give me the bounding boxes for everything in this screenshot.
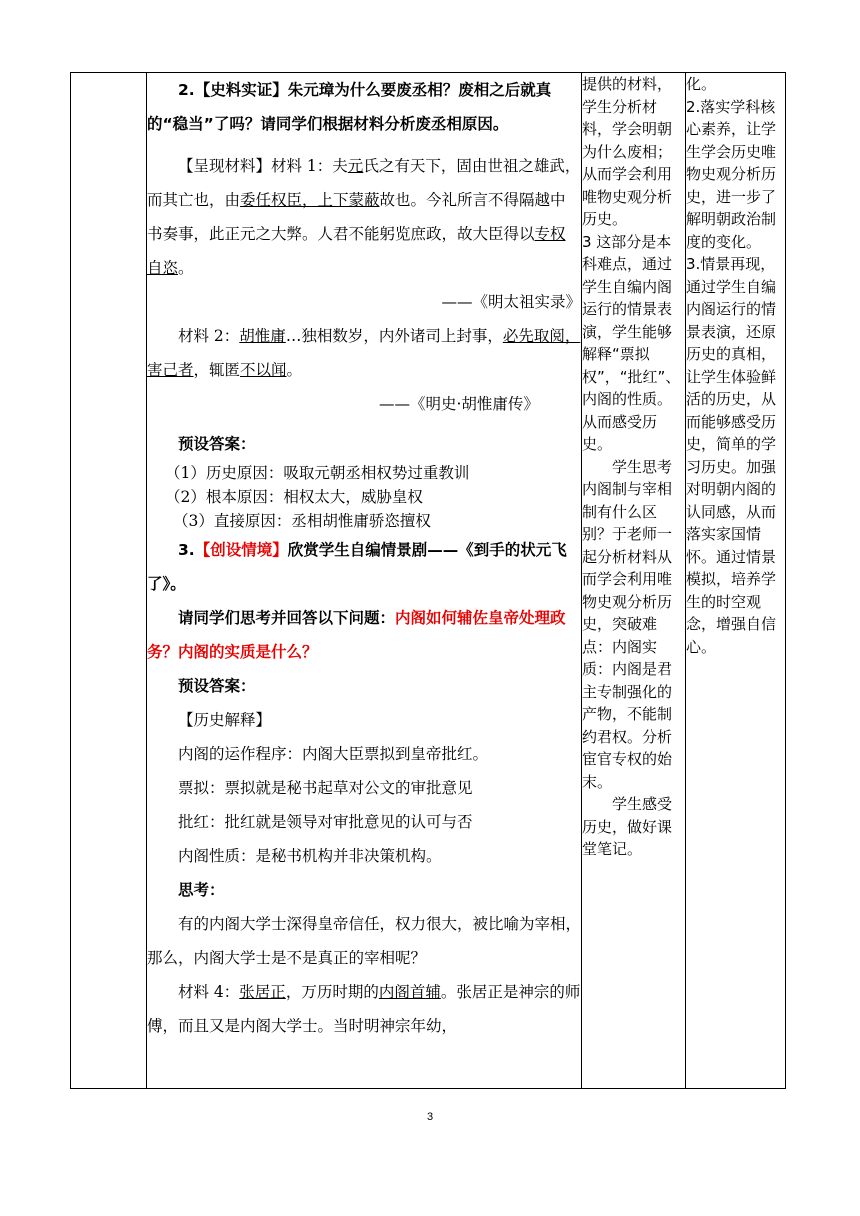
answer-2-line: 内阁的运作程序：内阁大臣票拟到皇帝批红。: [178, 745, 489, 763]
design-intent-para: 化。: [686, 75, 717, 93]
page-number: 3: [426, 1111, 434, 1123]
student-activity-cell: [582, 73, 686, 1089]
material-1-source: ——《明太祖实录》: [441, 293, 581, 311]
student-activity-para: 学生感受历史，做好课堂笔记。: [582, 795, 673, 858]
student-activity-para: 学生思考内阁制与宰相制有什么区别？于老师一起分析材料从而学会利用唯物史观分析历史，突破难点：内阁实质：内阁是君主专制强化的产物，不能制约君权。分析宦官专权的始末。: [582, 457, 673, 791]
think-text: 有的内阁大学士深得皇帝信任，权力很大，被比喻为宰相，那么，内阁大学士是不是真正的宰相呢？: [147, 915, 582, 967]
material-4: 材料 4：张居正，万历时期的内阁首辅。张居正是神宗的师傅，而且又是内阁大学士。当时明神宗年幼，: [147, 983, 581, 1035]
question-2: 2.【史料实证】朱元璋为什么要废丞相？废相之后就真的“稳当”了吗？请同学们根据材料分析废丞相原因。: [147, 81, 552, 133]
design-intent-para: 2.落实学科核心素养，让学生学会历史唯物史观分析历史，进一步了解明朝政治制度的变化。: [686, 97, 777, 251]
question-3-prompt: 请同学们思考并回答以下问题：内阁如何辅佐皇帝处理政务？内阁的实质是什么？: [147, 609, 566, 661]
design-intent-cell: [686, 73, 786, 1089]
answer-1-item: （2）根本原因：相权太大，威胁皇权: [165, 488, 423, 506]
material-1: 【呈现材料】材料 1：夫元氏之有天下，固由世祖之雄武，而其亡也，由委任权臣，上下蒙蔽故也。今礼所言不得隔越中书奏事，此正元之大弊。人君不能躬览庶政，故大臣得以专权自恣。: [147, 157, 581, 277]
blank-column-cell: [71, 73, 147, 1089]
history-explanation-tag: 【历史解释】: [178, 711, 272, 729]
answer-2-line: 批红：批红就是领导对审批意见的认可与否: [178, 813, 473, 831]
design-intent-para: 3.情景再现，通过学生自编内阁运行的情景表演，还原历史的真相，让学生体验鲜活的历史，从而能够感受历史，简单的学习历史。加强对明朝内阁的认同感，从而落实家国情怀。通过情景模拟，培养学生的时空观念，增强自信心。: [686, 255, 777, 656]
answer-2-line: 票拟：票拟就是秘书起草对公文的审批意见: [178, 779, 473, 797]
answer-1-item: （1）历史原因：吸取元朝丞相权势过重教训: [165, 464, 470, 482]
student-activity-para: 提供的材料，学生分析材料，学会明朝为什么废相；从而学会利用唯物史观分析历史。: [582, 75, 673, 228]
answer-2-line: 内阁性质：是秘书机构并非决策机构。: [178, 847, 442, 865]
answer-1-title: 预设答案：: [178, 435, 256, 453]
student-activity-para: 3 这部分是本科难点，通过学生自编内阁运行的情景表演，学生能够解释“票拟权”，“批红”、内阁的性质。从而感受历史。: [582, 232, 681, 453]
lesson-plan-table: [70, 72, 786, 1089]
answer-2-title: 预设答案：: [178, 677, 256, 695]
answer-1-item: （3）直接原因：丞相胡惟庸骄恣擅权: [173, 512, 431, 530]
question-3: 3.【创设情境】欣赏学生自编情景剧——《到手的状元飞了》。: [147, 541, 567, 593]
teaching-content-cell: [147, 73, 582, 1089]
think-title: 思考：: [178, 881, 225, 899]
material-2: 材料 2：胡惟庸…独相数岁，内外诸司上封事，必先取阅，害己者，辄匿不以闻。: [147, 327, 581, 379]
material-2-source: ——《明史·胡惟庸传》: [379, 395, 539, 413]
